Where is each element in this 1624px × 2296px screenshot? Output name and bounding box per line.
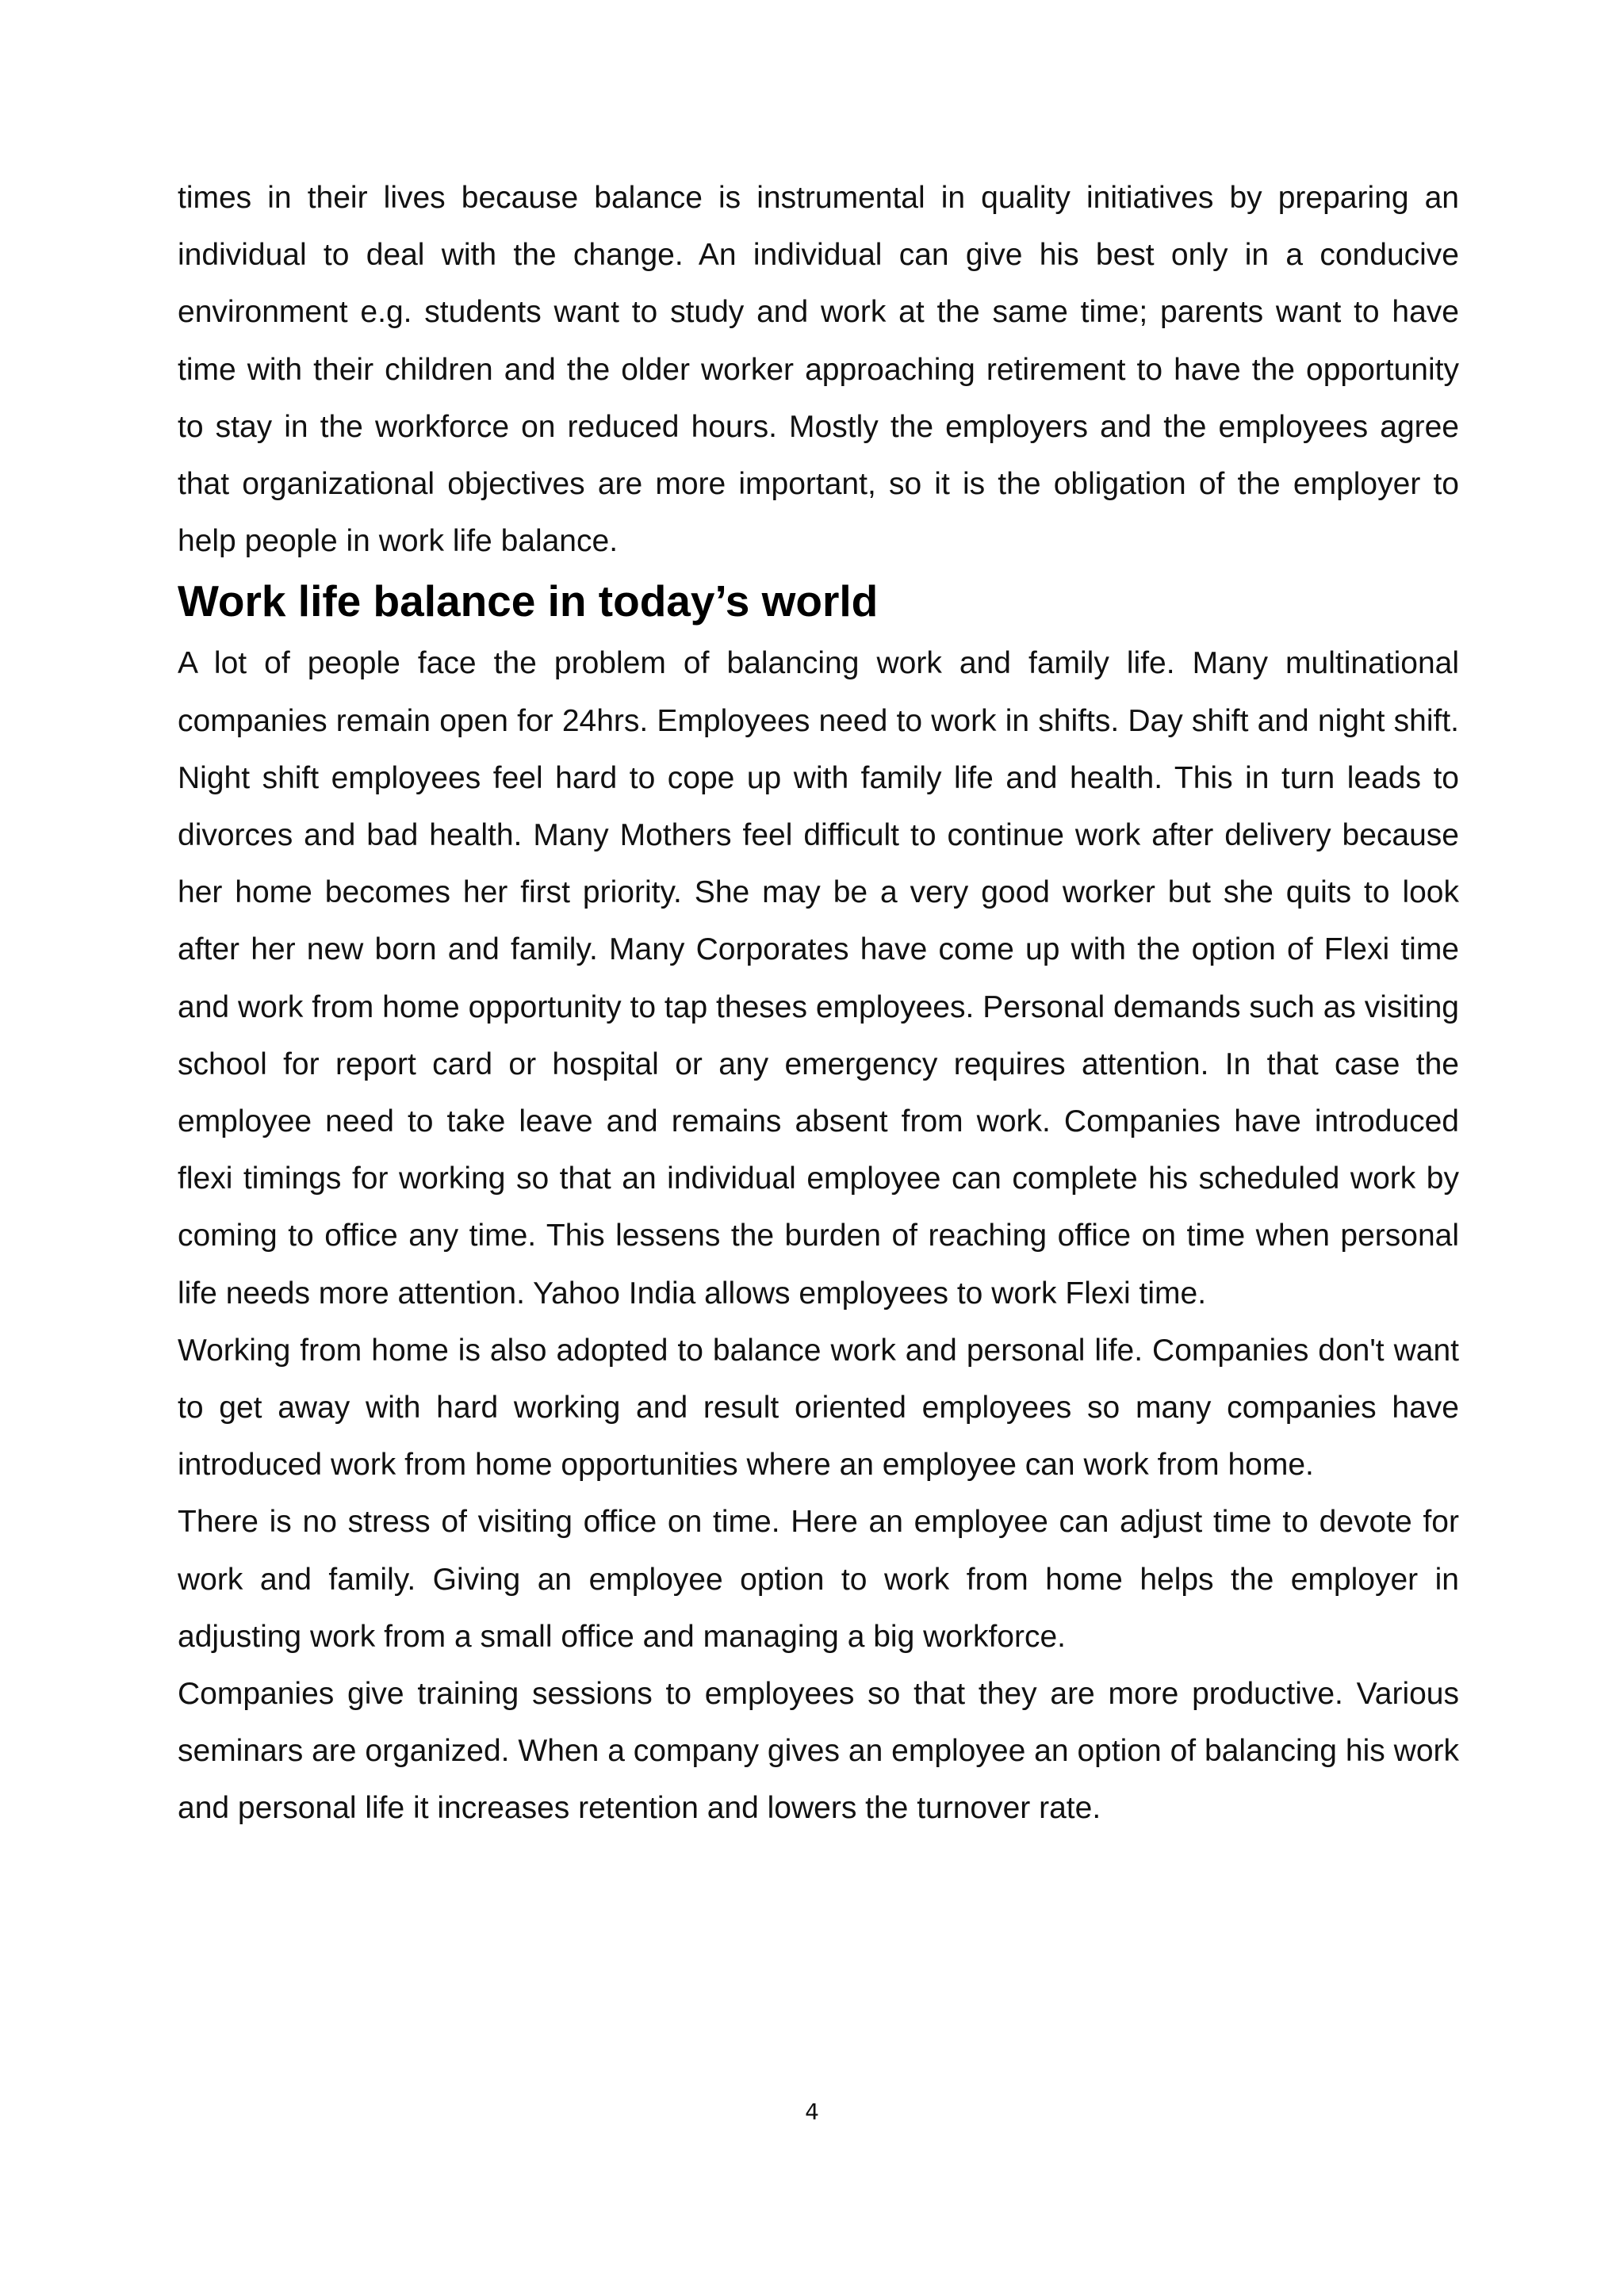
body-paragraph-1: A lot of people face the problem of balancing work and family life. Many multinational companies remain open for 24hrs. Employees need to work in shifts. Day shift and night shift. Night shift employees feel hard to cope up with family life and health. This in turn leads to divorces and bad health. Many Mothers feel difficult to continue work after delivery because her home becomes her first priority. She may be a very good worker but she quits to look after her new born and family. Many Corporates have come up with the option of Flexi time and work from home opportunity to tap theses employees. Personal demands such as visiting school for report card or hospital or any emergency requires attention. In that case the employee need to take leave and remains absent from work. Companies have introduced flexi timings for working so that an individual employee can complete his scheduled work by coming to office any time. This lessens the burden of reaching office on time when personal life needs more attention. Yahoo India allows employees to work Flexi time. xyxy=(178,646,1459,1311)
body-paragraph-3: There is no stress of visiting office on time. Here an employee can adjust time to devote for work and family. Giving an employee option to work from home helps the employer in adjusting work from a small office and managing a big workforce. xyxy=(178,1505,1459,1654)
page-number: 4 xyxy=(805,2099,819,2125)
body-paragraph-4: Companies give training sessions to employees so that they are more productive. Various seminars are organized. When a company gives an employee an option of balancing his work and personal life it increases retention and lowers the turnover rate. xyxy=(178,1677,1459,1826)
intro-paragraph: times in their lives because balance is instrumental in quality initiatives by preparing an individual to deal with the change. An individual can give his best only in a conducive environment e.g. students want to study and work at the same time; parents want to have time with their children and the older worker approaching retirement to have the opportunity to stay in the workforce on reduced hours. Mostly the employers and the employees agree that organizational objectives are more important, so it is the obligation of the employer to help people in work life balance. xyxy=(178,181,1459,559)
section-heading: Work life balance in today’s world xyxy=(178,576,879,626)
body-paragraph-2: Working from home is also adopted to balance work and personal life. Companies don't want to get away with hard working and result oriented employees so many companies have introduced work from home opportunities where an employee can work from home. xyxy=(178,1333,1459,1483)
page-content xyxy=(178,170,1459,1838)
